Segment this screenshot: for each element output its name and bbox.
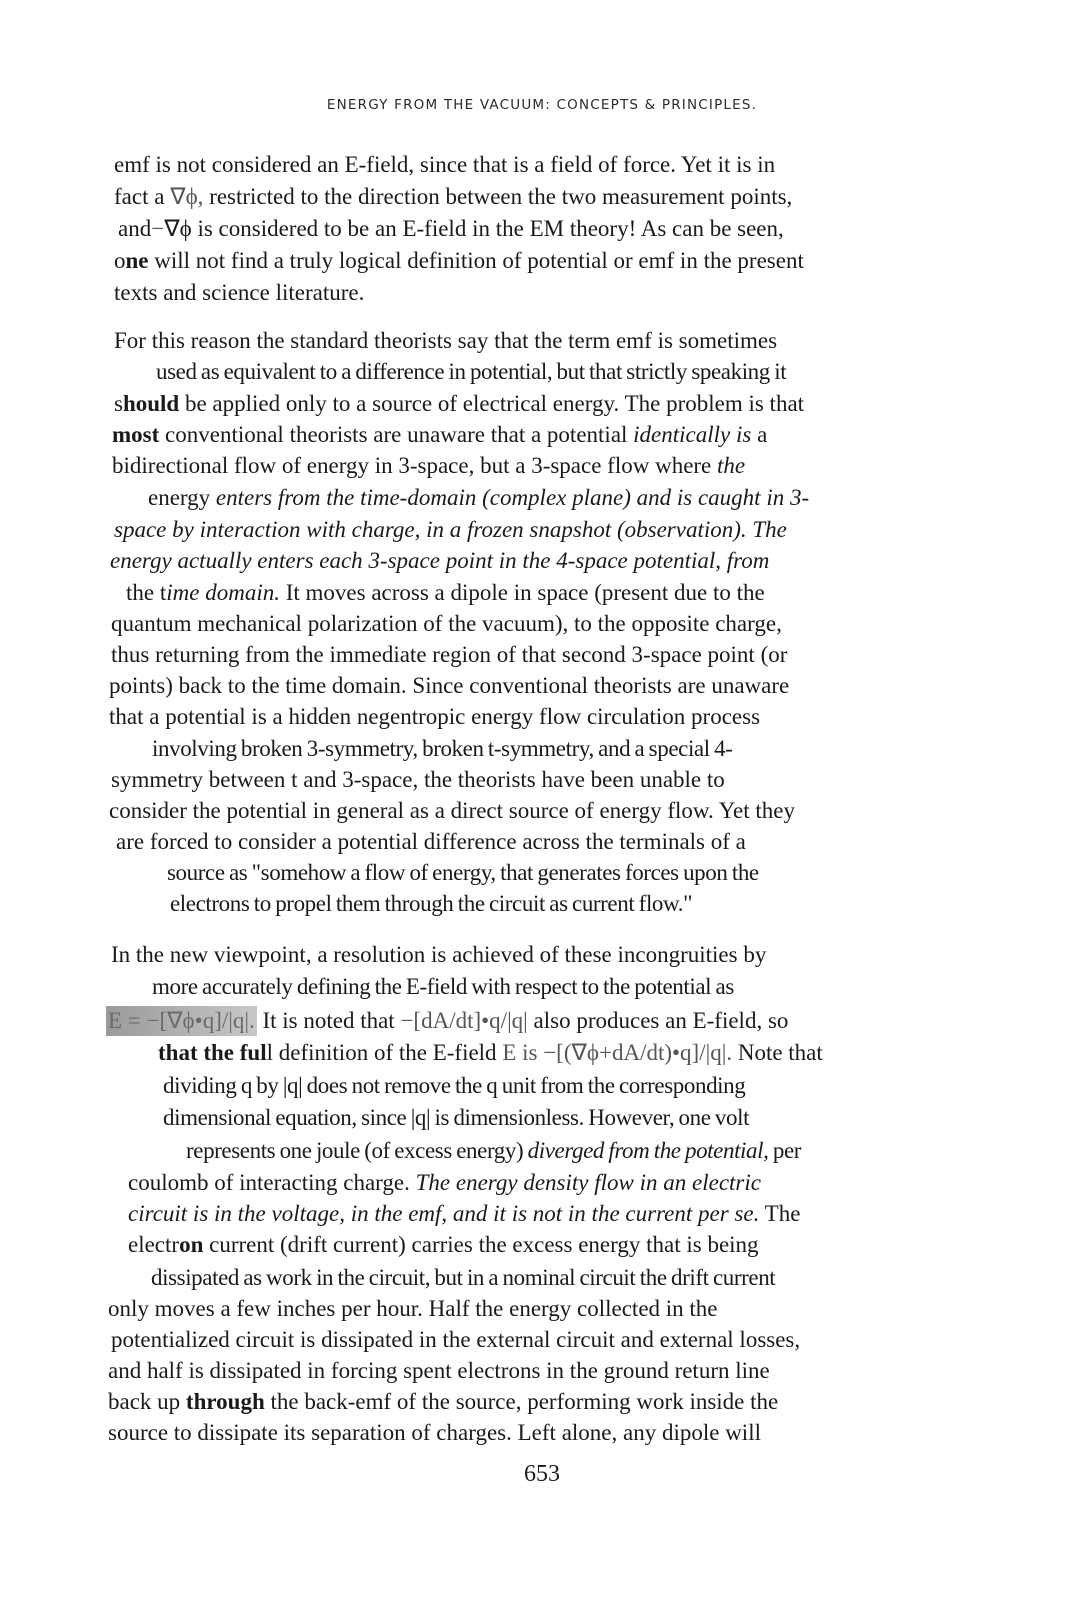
text-run: the back-emf of the source, performing work inside the (264, 1389, 779, 1414)
text-line: involving broken 3-symmetry, broken t-symmetry, and a special 4- (152, 736, 733, 761)
text-line (126, 578, 765, 608)
bold-run: hould (122, 391, 180, 416)
math-expression: E = −[∇ϕ•q]/|q|. (106, 1006, 257, 1036)
text-run: also produces an E-field, so (527, 1008, 789, 1033)
bold-run: most (112, 422, 160, 447)
text-run: s (114, 391, 123, 416)
text-run: Note that (732, 1040, 823, 1065)
text-line: For this reason the standard theorists say that the term emf is sometimes (114, 328, 778, 353)
text-line: consider the potential in general as a direct source of energy flow. Yet they (109, 798, 795, 823)
text-run: ∇ϕ is considered to be an E-field in the EM theory! As can be seen, (164, 216, 784, 241)
text-run: l definition of the E-field (266, 1040, 503, 1065)
text-run: conventional theorists are unaware that a potential (159, 422, 634, 447)
text-run: current (drift current) carries the excess energy that is being (203, 1232, 759, 1257)
text-run: energy (148, 485, 216, 510)
italic-run: identically is (633, 422, 752, 447)
text-line: symmetry between t and 3-space, the theorists have been unable to (111, 767, 725, 792)
text-run: bidirectional flow of energy in 3-space, but a 3-space flow where (112, 453, 718, 478)
text-line (163, 1103, 749, 1133)
text-line: potentialized circuit is dissipated in the external circuit and external losses, (111, 1327, 801, 1352)
text-run: will not find a truly logical definition of potential or emf in the present (148, 248, 804, 273)
text-line: dissipated as work in the circuit, but in a nominal circuit the drift current (151, 1265, 776, 1290)
italic-run: circuit is in the voltage, in the emf, and it is not in the current per se. (128, 1201, 760, 1226)
text-run: fact a (114, 184, 171, 209)
text-line (114, 389, 804, 419)
text-run: a (751, 422, 768, 447)
text-line (128, 1230, 759, 1260)
text-line: dividing q by |q| does not remove the q unit from the corresponding (163, 1073, 746, 1098)
text-run: represents one joule (of excess energy) (186, 1138, 528, 1163)
text-line (106, 1006, 788, 1036)
text-line: are forced to consider a potential difference across the terminals of a (116, 829, 746, 854)
italic-run: The energy density flow in an electric (415, 1170, 761, 1195)
text-line: quantum mechanical polarization of the vacuum), to the opposite charge, (111, 611, 782, 636)
text-line (118, 214, 784, 244)
running-header: ENERGY FROM THE VACUUM: CONCEPTS & PRINCIPLES. (326, 97, 758, 113)
text-line: used as equivalent to a difference in potential, but that strictly speaking it (156, 359, 787, 384)
text-line: source as "somehow a flow of energy, that generates forces upon the (167, 860, 759, 885)
page-number: 653 (524, 1461, 560, 1487)
text-line: more accurately defining the E-field with respect to the potential as (152, 974, 734, 999)
text-run: the t (126, 580, 167, 605)
italic-run: ime domain. (166, 580, 280, 605)
math-expression: |q| (410, 1105, 431, 1130)
italic-run: diverged from the potential, (527, 1138, 769, 1163)
math-expression: E is −[(∇ϕ+dA/dt)•q]/|q|. (502, 1040, 733, 1065)
math-expression: ∇ϕ, (170, 184, 204, 209)
text-line (186, 1136, 801, 1166)
text-line (128, 1168, 761, 1198)
text-line: texts and science literature. (114, 280, 365, 305)
italic-run: the (717, 453, 746, 478)
text-line: space by interaction with charge, in a frozen snapshot (observation). The (114, 517, 787, 542)
text-line: source to dissipate its separation of charges. Left alone, any dipole will (108, 1420, 761, 1445)
text-line: that a potential is a hidden negentropic energy flow circulation process (109, 704, 761, 729)
text-line: points) back to the time domain. Since conventional theorists are unaware (109, 673, 790, 698)
text-line: emf is not considered an E-field, since that is a field of force. Yet it is in (114, 152, 776, 177)
bold-run: ne (125, 248, 149, 273)
text-line: only moves a few inches per hour. Half the energy collected in the (108, 1296, 718, 1321)
text-run: is dimensionless. However, one volt (430, 1105, 750, 1130)
text-run: coulomb of interacting charge. (128, 1170, 416, 1195)
text-line: and half is dissipated in forcing spent electrons in the ground return line (108, 1358, 770, 1383)
text-run: o (114, 248, 126, 273)
text-run: restricted to the direction between the two measurement points, (203, 184, 793, 209)
text-run: It is noted that (256, 1008, 401, 1033)
text-line (158, 1038, 823, 1068)
text-line (108, 1387, 778, 1417)
text-line (112, 420, 767, 450)
text-line: In the new viewpoint, a resolution is achieved of these incongruities by (111, 942, 767, 967)
text-run: per (768, 1138, 802, 1163)
text-line: thus returning from the immediate region of that second 3-space point (or (111, 642, 788, 667)
text-line (148, 483, 809, 513)
bold-run: on (179, 1232, 204, 1257)
text-run: electr (128, 1232, 180, 1257)
text-line (114, 182, 792, 212)
bold-run: that the ful (158, 1040, 267, 1065)
text-line (112, 451, 745, 481)
italic-run: enters from the time-domain (complex plane) and is caught in 3- (215, 485, 810, 510)
math-expression: − (151, 216, 165, 241)
text-run: It moves across a dipole in space (present due to the (279, 580, 765, 605)
text-run: be applied only to a source of electrical energy. The problem is that (179, 391, 805, 416)
text-line (114, 246, 804, 276)
text-line (128, 1199, 800, 1229)
math-expression: −[dA/dt]•q/|q| (400, 1008, 528, 1033)
text-run: back up (108, 1389, 186, 1414)
text-run: and (118, 216, 152, 241)
bold-run: through (185, 1389, 265, 1414)
text-line: electrons to propel them through the circuit as current flow." (170, 891, 693, 916)
text-run: dimensional equation, since (163, 1105, 411, 1130)
text-run: The (759, 1201, 801, 1226)
text-line: energy actually enters each 3-space point in the 4-space potential, from (110, 548, 770, 573)
